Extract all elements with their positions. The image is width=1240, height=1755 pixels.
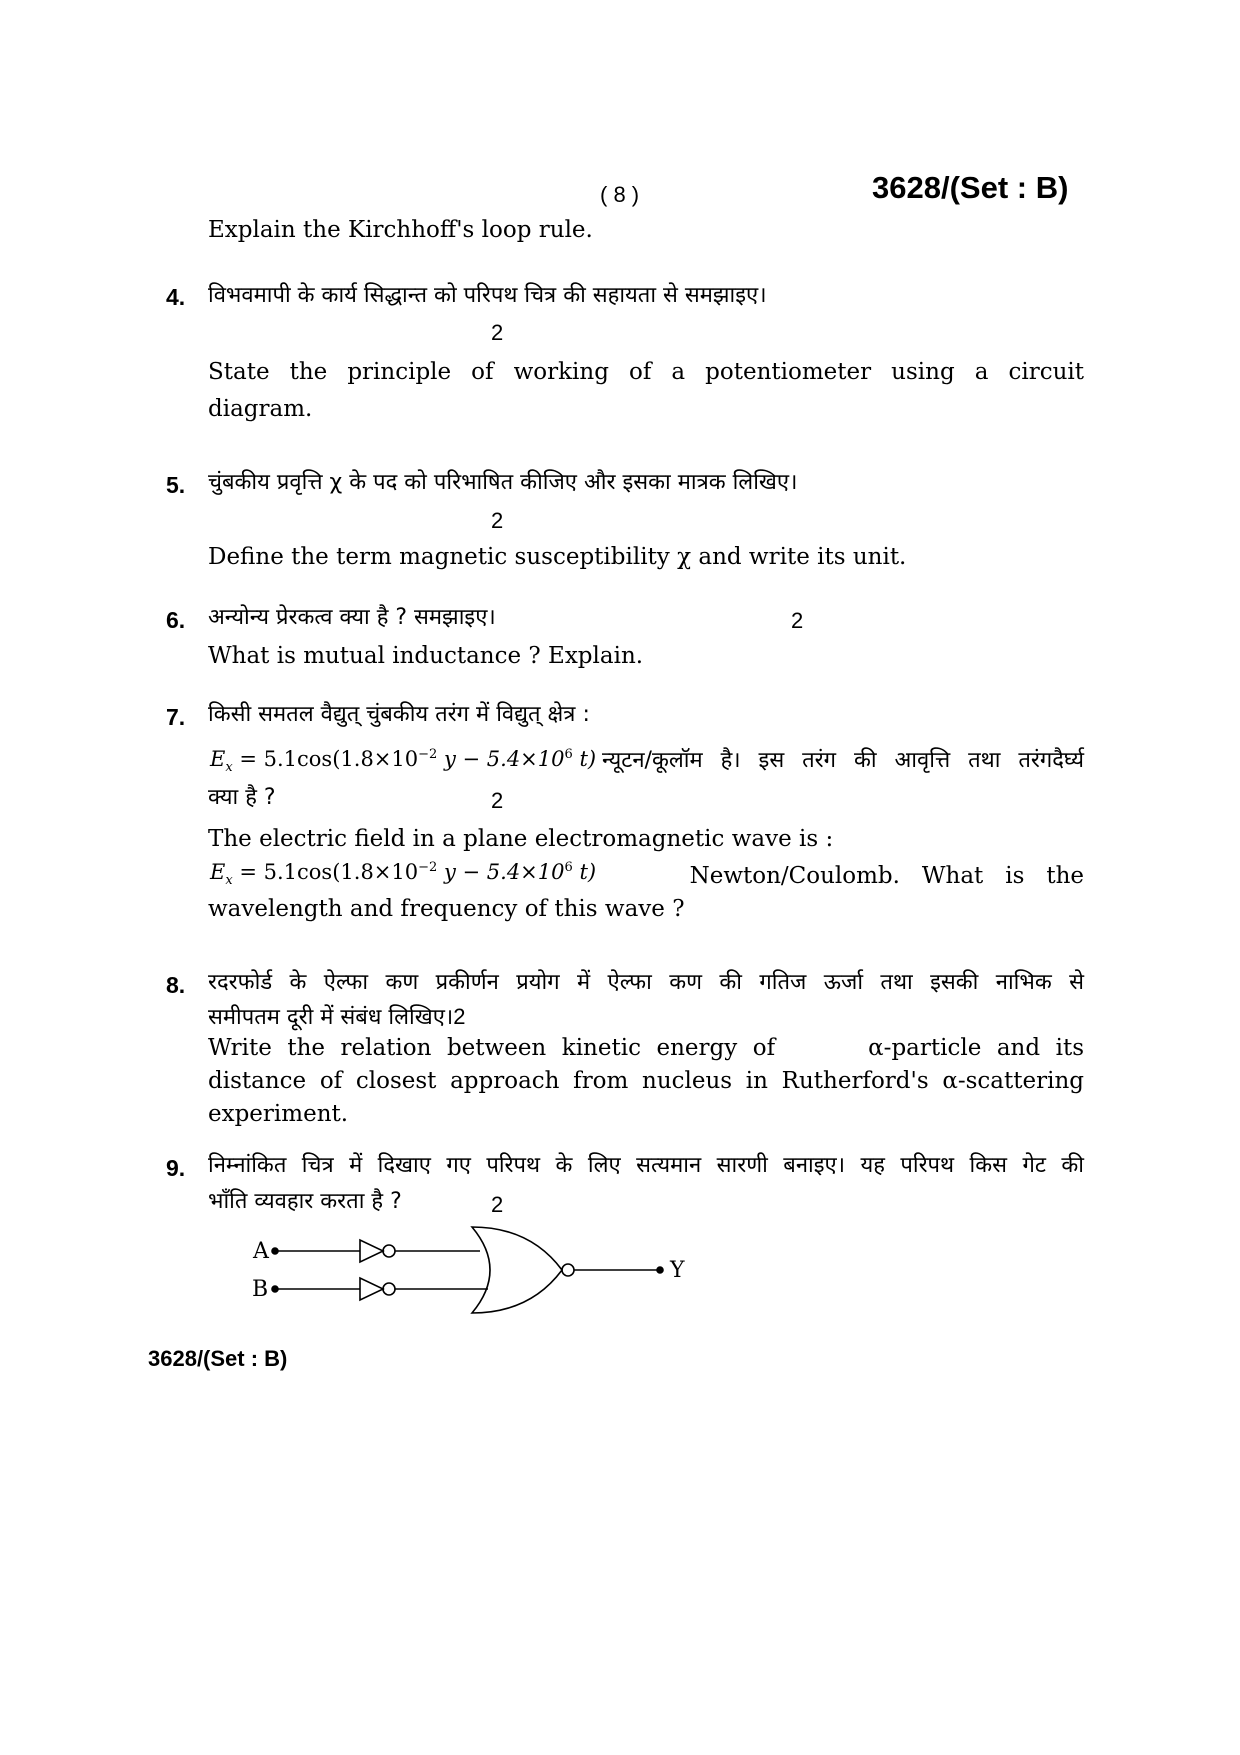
question-9-hindi-line-1: निम्नांकित चित्र में दिखाए गए परिपथ के लिए सत्यमान सारणी बनाइए। यह परिपथ किस गेट की <box>208 1153 1084 1178</box>
question-8-number: 8. <box>166 972 186 998</box>
nor-gate <box>472 1227 562 1313</box>
question-7-number: 7. <box>166 704 186 730</box>
question-7-equation-hindi <box>210 747 596 775</box>
question-9-number: 9. <box>166 1155 186 1181</box>
equation-exponent-1: −2 <box>418 747 438 762</box>
question-8-english-line-3: experiment. <box>208 1101 349 1127</box>
question-6-hindi: अन्योन्य प्रेरकत्व क्या है ? समझाइए। <box>208 605 496 630</box>
question-8-english-line-2: distance of closest approach from nucleus in Rutherford's α-scattering <box>208 1068 1084 1094</box>
logic-circuit-diagram <box>240 1222 720 1342</box>
question-8-hindi-line-1: रदरफोर्ड के ऐल्फा कण प्रकीर्णन प्रयोग में ऐल्फा कण की गतिज ऊर्जा तथा इसकी नाभिक से <box>208 970 1084 995</box>
equation-part-2: y − 5.4×10 <box>437 747 565 771</box>
question-7-hindi-line-3: क्या है ? <box>208 785 276 810</box>
question-8-english-line-1: Write the relation between kinetic energy of α-particle and its <box>208 1035 1084 1061</box>
equation-part-1: = 5.1cos(1.8×10 <box>232 860 419 884</box>
output-terminal <box>657 1267 663 1273</box>
question-7-hindi: किसी समतल वैद्युत् चुंबकीय तरंग में विद्युत् क्षेत्र : <box>208 702 590 727</box>
question-6-english: What is mutual inductance ? Explain. <box>208 643 644 669</box>
question-6-number: 6. <box>166 607 186 633</box>
question-8-hindi-line-2 <box>208 1001 465 1034</box>
question-8-hindi-text: समीपतम दूरी में संबंध लिखिए। <box>208 1005 454 1030</box>
question-4-hindi: विभवमापी के कार्य सिद्धान्त को परिपथ चित्र की सहायता से समझाइए। <box>208 283 767 308</box>
page-number: ( 8 ) <box>600 182 640 207</box>
question-6-marks: 2 <box>791 608 804 633</box>
question-5-english: Define the term magnetic susceptibility χ and write its unit. <box>208 544 907 570</box>
question-9-hindi-line-2: भाँति व्यवहार करता है ? <box>208 1189 402 1214</box>
equation-exponent-1: −2 <box>418 860 438 875</box>
question-5-hindi: चुंबकीय प्रवृत्ति χ के पद को परिभाषित कीजिए और इसका मात्रक लिखिए। <box>208 470 798 495</box>
not-gate-a <box>360 1240 383 1262</box>
kirchhoff-question-line: Explain the Kirchhoff's loop rule. <box>208 217 593 243</box>
equation-exponent-2: 6 <box>564 860 573 875</box>
equation-part-2: y − 5.4×10 <box>437 860 565 884</box>
question-7-hindi-line-2: न्यूटन/कूलॉम है। इस तरंग की आवृत्ति तथा तरंगदैर्घ्य <box>602 748 1084 773</box>
paper-code-header: 3628/(Set : B) <box>872 170 1069 205</box>
question-4-number: 4. <box>166 284 186 310</box>
input-b-label: B <box>252 1277 269 1302</box>
question-4-english-line-2: diagram. <box>208 396 313 422</box>
equation-lhs-subscript: x <box>225 760 233 776</box>
input-a-label: A <box>253 1239 269 1264</box>
question-7-english-line-1: The electric field in a plane electromagnetic wave is : <box>208 826 834 852</box>
paper-code-footer: 3628/(Set : B) <box>148 1346 288 1371</box>
question-7-marks: 2 <box>491 788 504 813</box>
equation-lhs-subscript: x <box>225 873 233 889</box>
not-gate-b <box>360 1278 383 1300</box>
equation-exponent-2: 6 <box>564 747 573 762</box>
question-9-marks: 2 <box>491 1192 504 1217</box>
nor-gate-bubble <box>562 1264 574 1276</box>
question-7-english-line-3: wavelength and frequency of this wave ? <box>208 896 685 922</box>
question-4-marks: 2 <box>491 320 504 345</box>
equation-part-3: t) <box>572 860 597 884</box>
equation-lhs: E <box>210 860 226 884</box>
equation-part-3: t) <box>572 747 597 771</box>
question-7-english-line-2: Newton/Coulomb. What is the <box>689 863 1084 889</box>
question-5-marks: 2 <box>491 508 504 533</box>
question-5-number: 5. <box>166 472 186 498</box>
equation-part-1: = 5.1cos(1.8×10 <box>232 747 419 771</box>
question-4-english-line-1: State the principle of working of a potentiometer using a circuit <box>208 359 1084 385</box>
question-8-marks: 2 <box>453 1004 466 1029</box>
equation-lhs: E <box>210 747 226 771</box>
question-7-equation-english <box>210 860 596 888</box>
output-y-label: Y <box>670 1258 685 1283</box>
